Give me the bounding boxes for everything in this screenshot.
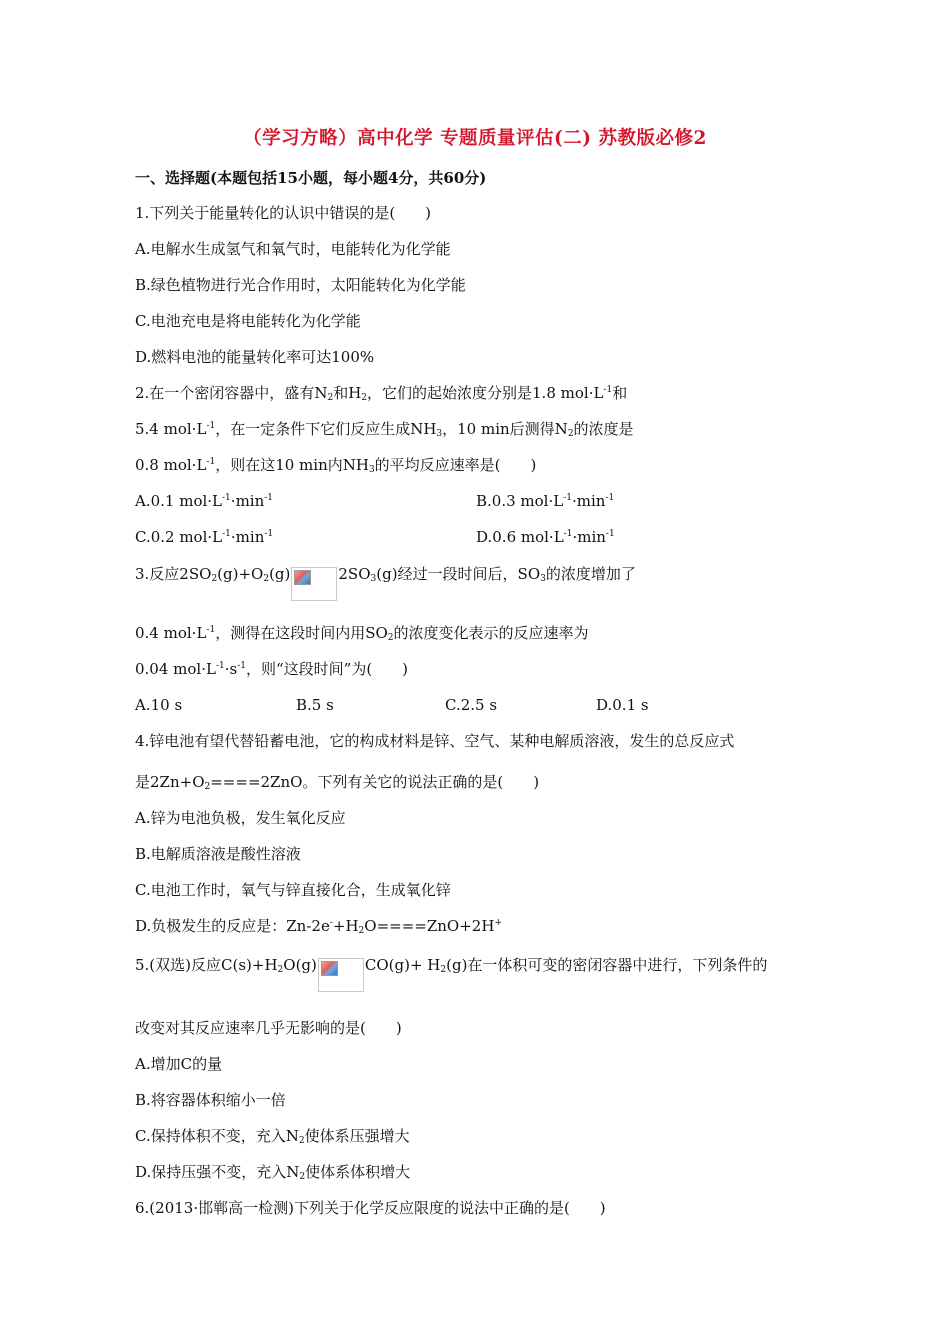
q5-option-c: C.保持体积不变，充入$N_2$使体系压强增大 bbox=[135, 1127, 410, 1146]
q1-option-b: B.绿色植物进行光合作用时，太阳能转化为化学能 bbox=[135, 276, 466, 294]
equilibrium-arrow-image-icon bbox=[291, 567, 337, 601]
q3-stem-line3: 0.04 $mol\cdot L^{-1}\cdot s^{-1}$，则“这段时间”为( ) bbox=[135, 660, 409, 678]
q4-stem-line2: 是$2Zn+O_2====2ZnO$。下列有关它的说法正确的是( ) bbox=[135, 773, 540, 792]
q3-stem-line2: 0.4 $mol\cdot L^{-1}$，测得在这段时间内用$SO_2$的浓度变化表示的反应速率为 bbox=[135, 624, 589, 643]
q1-option-d: D.燃料电池的能量转化率可达100% bbox=[135, 348, 375, 366]
q4-option-c: C.电池工作时，氧气与锌直接化合，生成氧化锌 bbox=[135, 881, 451, 899]
q3-option-d: D.0.1 s bbox=[596, 696, 649, 714]
q4-stem-line1: 4.锌电池有望代替铅蓄电池，它的构成材料是锌、空气、某种电解质溶液，发生的总反应式 bbox=[135, 732, 735, 750]
q5-option-d: D.保持压强不变，充入$N_2$使体系体积增大 bbox=[135, 1163, 411, 1182]
q4-option-b: B.电解质溶液是酸性溶液 bbox=[135, 845, 301, 863]
q6-stem: 6.(2013·邯郸高一检测)下列关于化学反应限度的说法中正确的是( ) bbox=[135, 1199, 606, 1217]
q2-option-b: B.0.3 $mol\cdot L^{-1}\cdot\min^{-1}$ bbox=[476, 492, 615, 510]
section-heading: 一、选择题(本题包括15小题，每小题4分，共60分) bbox=[135, 169, 487, 187]
q5-stem-line2: 改变对其反应速率几乎无影响的是( ) bbox=[135, 1019, 402, 1037]
q4-option-a: A.锌为电池负极，发生氧化反应 bbox=[135, 809, 346, 827]
q1-stem: 1.下列关于能量转化的认识中错误的是( ) bbox=[135, 204, 432, 222]
q3-option-c: C.2.5 s bbox=[445, 696, 498, 714]
document-title: （学习方略）高中化学 专题质量评估(二) 苏教版必修2 bbox=[243, 128, 707, 149]
q2-option-c: C.0.2 $mol\cdot L^{-1}\cdot\min^{-1}$ bbox=[135, 528, 274, 546]
q2-stem-line3: 0.8 $mol\cdot L^{-1}$，则在这10 min内$NH_3$的平均反应速率是( ) bbox=[135, 456, 537, 475]
q2-option-d: D.0.6 $mol\cdot L^{-1}\cdot\min^{-1}$ bbox=[476, 528, 615, 546]
q1-option-a: A.电解水生成氢气和氧气时，电能转化为化学能 bbox=[135, 240, 451, 258]
q3-stem-line1: 3.反应$2SO_2(g)+O_2(g)$ $2SO_3(g)$经过一段时间后，$SO_3$的浓度增加了 bbox=[135, 564, 636, 601]
equilibrium-arrow-image-icon bbox=[318, 958, 364, 992]
q3-option-b: B.5 s bbox=[296, 696, 334, 714]
q5-option-a: A.增加C的量 bbox=[135, 1055, 223, 1073]
q1-option-c: C.电池充电是将电能转化为化学能 bbox=[135, 312, 361, 330]
q2-option-a: A.0.1 $mol\cdot L^{-1}\cdot\min^{-1}$ bbox=[135, 492, 274, 510]
q5-option-b: B.将容器体积缩小一倍 bbox=[135, 1091, 286, 1109]
q3-option-a: A.10 s bbox=[135, 696, 183, 714]
q4-option-d: D.负极发生的反应是：$Zn-2e^-+H_2O====ZnO+2H^+$ bbox=[135, 917, 502, 936]
q2-stem-line2: 5.4 $mol\cdot L^{-1}$，在一定条件下它们反应生成$NH_3$，10 min后测得$N_2$的浓度是 bbox=[135, 420, 634, 439]
q2-stem-line1: 2.在一个密闭容器中，盛有$N_2$和$H_2$，它们的起始浓度分别是1.8 $mol\cdot L^{-1}$和 bbox=[135, 384, 628, 403]
q5-stem-line1: 5.(双选)反应$C(s)+H_2O(g)$ $CO(g)+ H_2(g)$在一体积可变的密闭容器中进行，下列条件的 bbox=[135, 955, 767, 992]
